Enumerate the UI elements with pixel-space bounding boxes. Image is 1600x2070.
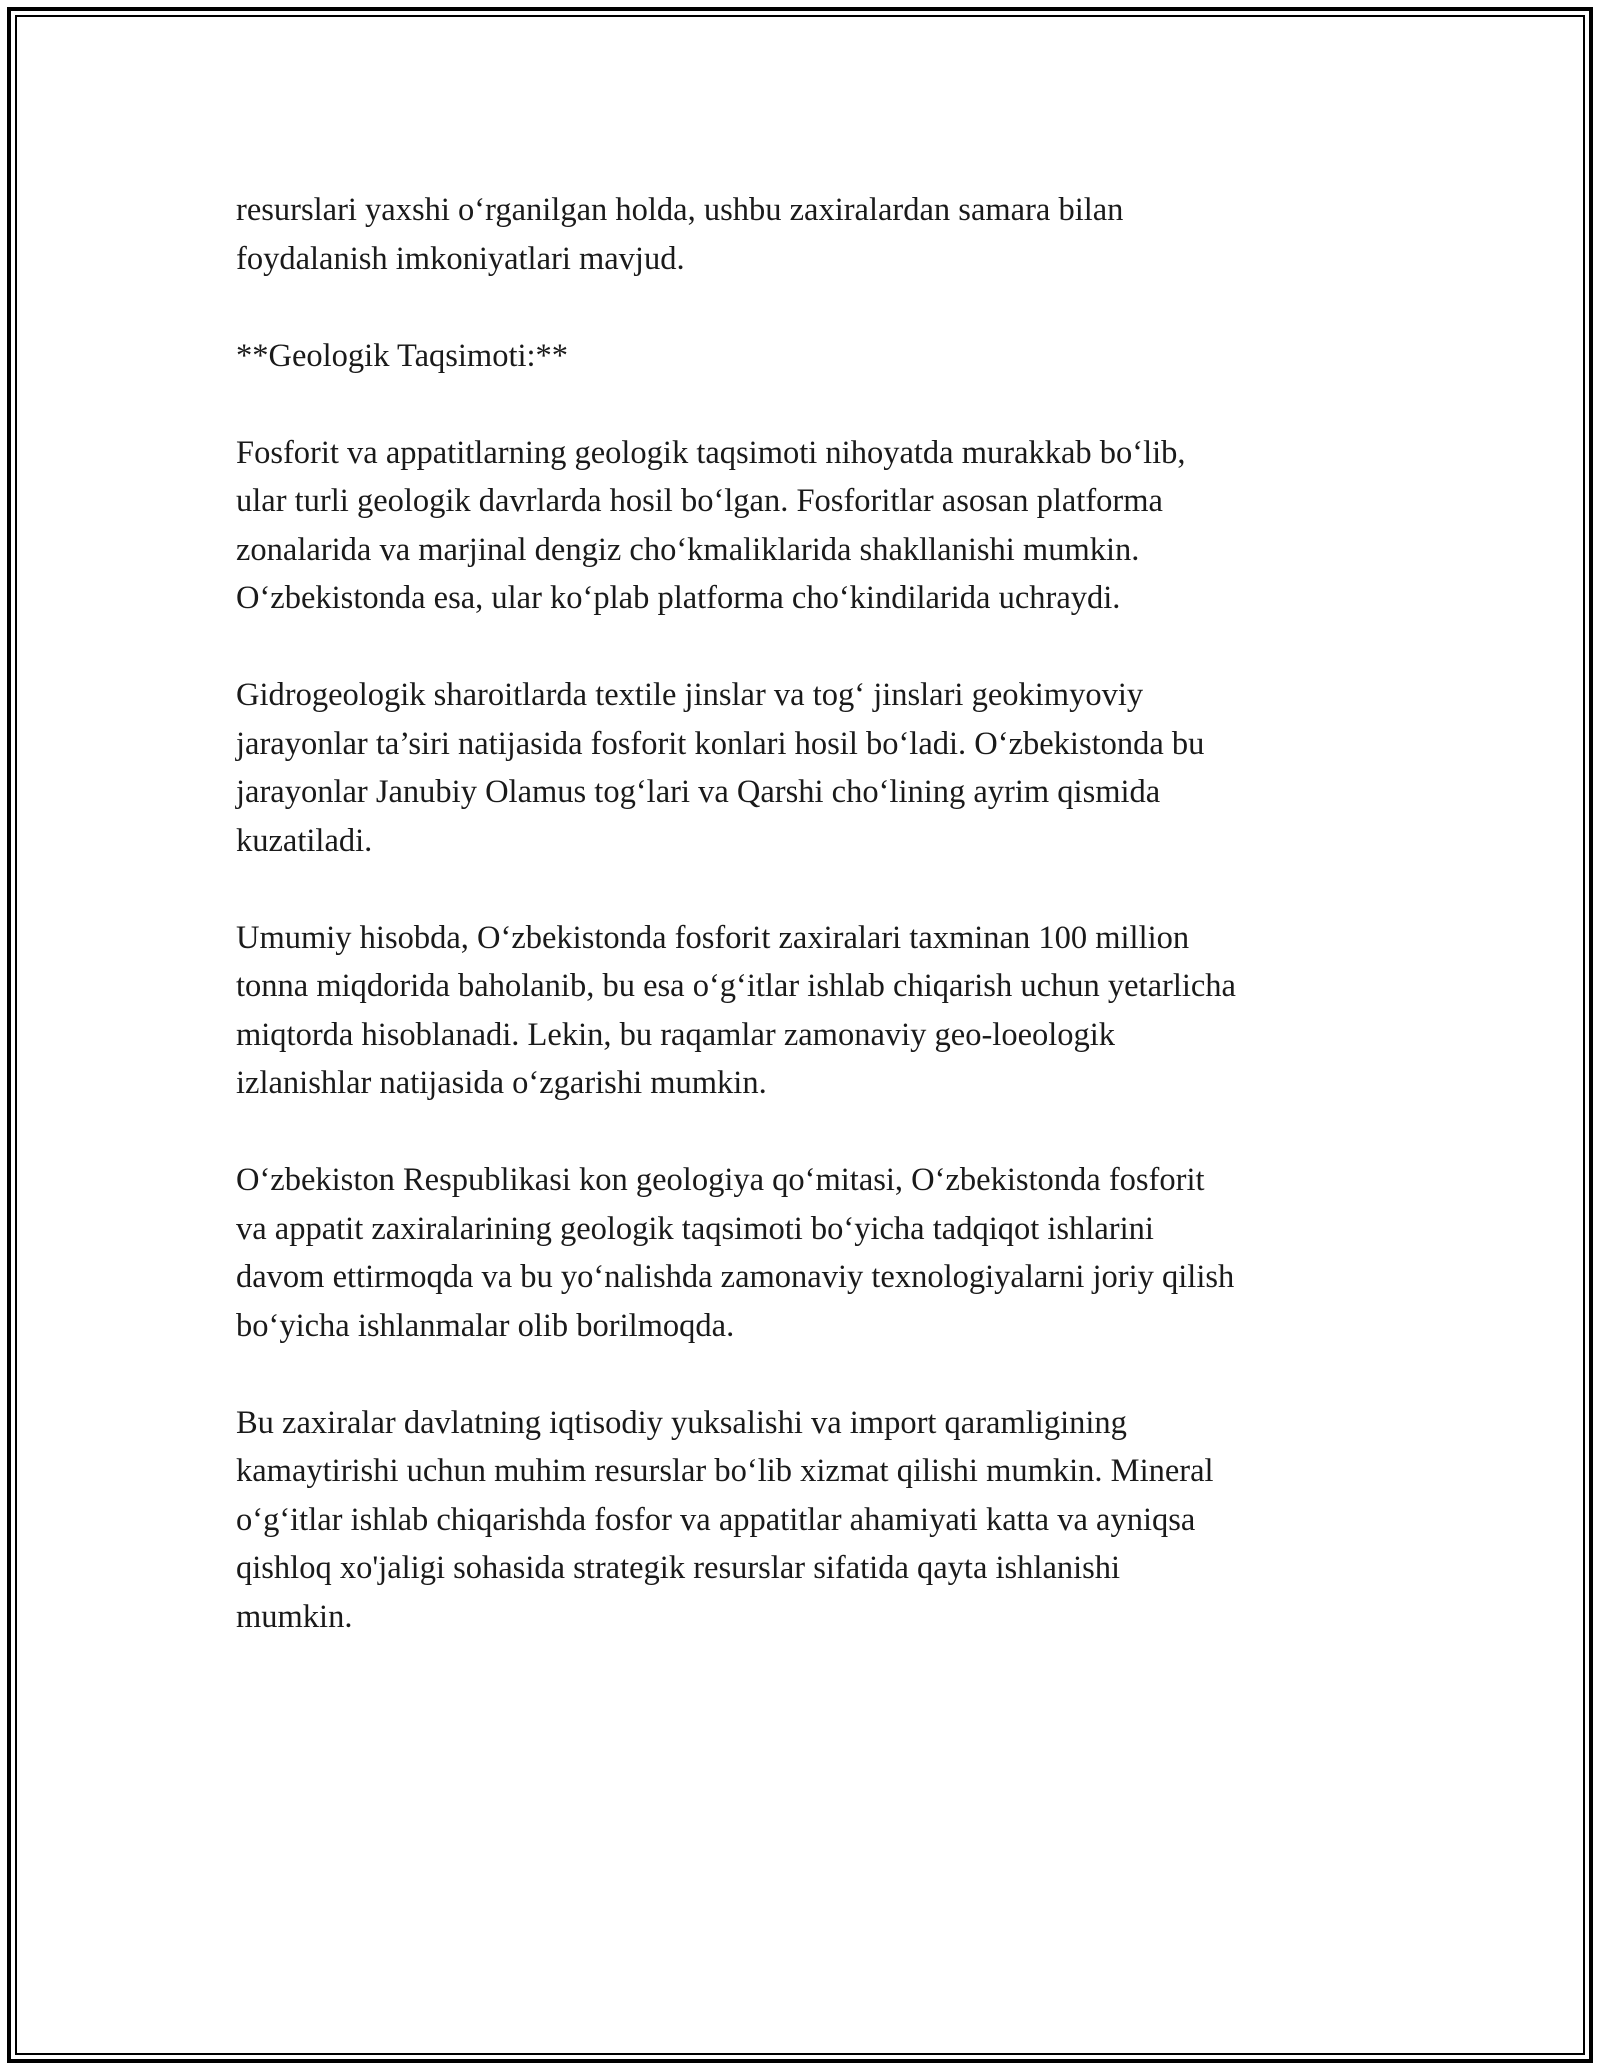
text-line: resurslari yaxshi o‘rganilgan holda, ushbu zaxiralardan samara bilan (236, 192, 1124, 228)
paragraph (236, 1399, 1366, 1642)
text-line: foydalanish imkoniyatlari mavjud. (236, 240, 685, 277)
paragraph (236, 429, 1366, 623)
text-line: miqtorda hisoblanadi. Lekin, bu raqamlar zamonaviy geo-loeologik (236, 1016, 1116, 1053)
text-line: jarayonlar ta’siri natijasida fosforit konlari hosil bo‘ladi. O‘zbekistonda bu (236, 725, 1205, 762)
text-line: qishloq xo'jaligi sohasida strategik resurslar sifatida qayta ishlanishi (236, 1550, 1121, 1586)
text-line: kamaytirishi uchun muhim resurslar bo‘lib xizmat qilishi mumkin. Mineral (236, 1453, 1214, 1489)
text-line: bo‘yicha ishlanmalar olib borilmoqda. (236, 1307, 735, 1344)
text-line: mumkin. (236, 1598, 353, 1635)
text-line: Gidrogeologik sharoitlarda textile jinslar va tog‘ jinslari geokimyoviy (236, 677, 1144, 713)
paragraph (236, 671, 1366, 865)
text-line: Fosforit va appatitlarning geologik taqsimoti nihoyatda murakkab bo‘lib, (236, 434, 1186, 471)
text-line: davom ettirmoqda va bu yo‘nalishda zamonaviy texnologiyalarni joriy qilish (236, 1259, 1235, 1295)
heading-text: **Geologik Taqsimoti:** (236, 337, 569, 374)
text-line: va appatit zaxiralarining geologik taqsimoti bo‘yicha tadqiqot ishlarini (236, 1210, 1154, 1247)
paragraph (236, 1156, 1366, 1350)
text-line: Umumiy hisobda, O‘zbekistonda fosforit zaxiralari taxminan 100 million (236, 919, 1190, 956)
text-line: kuzatiladi. (236, 822, 373, 859)
text-line: jarayonlar Janubiy Olamus tog‘lari va Qarshi cho‘lining ayrim qismida (236, 774, 1161, 810)
paragraph (236, 914, 1366, 1108)
text-line: ular turli geologik davrlarda hosil bo‘lgan. Fosforitlar asosan platforma (236, 483, 1163, 519)
paragraph-intro-continuation (236, 186, 1366, 283)
text-line: izlanishlar natijasida o‘zgarishi mumkin. (236, 1065, 767, 1101)
text-line: o‘g‘itlar ishlab chiqarishda fosfor va appatitlar ahamiyati katta va ayniqsa (236, 1501, 1196, 1538)
text-line: O‘zbekiston Respublikasi kon geologiya qo‘mitasi, O‘zbekistonda fosforit (236, 1162, 1205, 1198)
text-line: Bu zaxiralar davlatning iqtisodiy yuksalishi va import qaramligining (236, 1404, 1127, 1441)
section-heading (236, 332, 1366, 381)
text-line: O‘zbekistonda esa, ular ko‘plab platforma cho‘kindilarida uchraydi. (236, 580, 1121, 616)
text-line: tonna miqdorida baholanib, bu esa o‘g‘itlar ishlab chiqarish uchun yetarlicha (236, 968, 1236, 1004)
text-line: zonalarida va marjinal dengiz cho‘kmaliklarida shakllanishi mumkin. (236, 531, 1140, 568)
document-body (236, 186, 1366, 1690)
